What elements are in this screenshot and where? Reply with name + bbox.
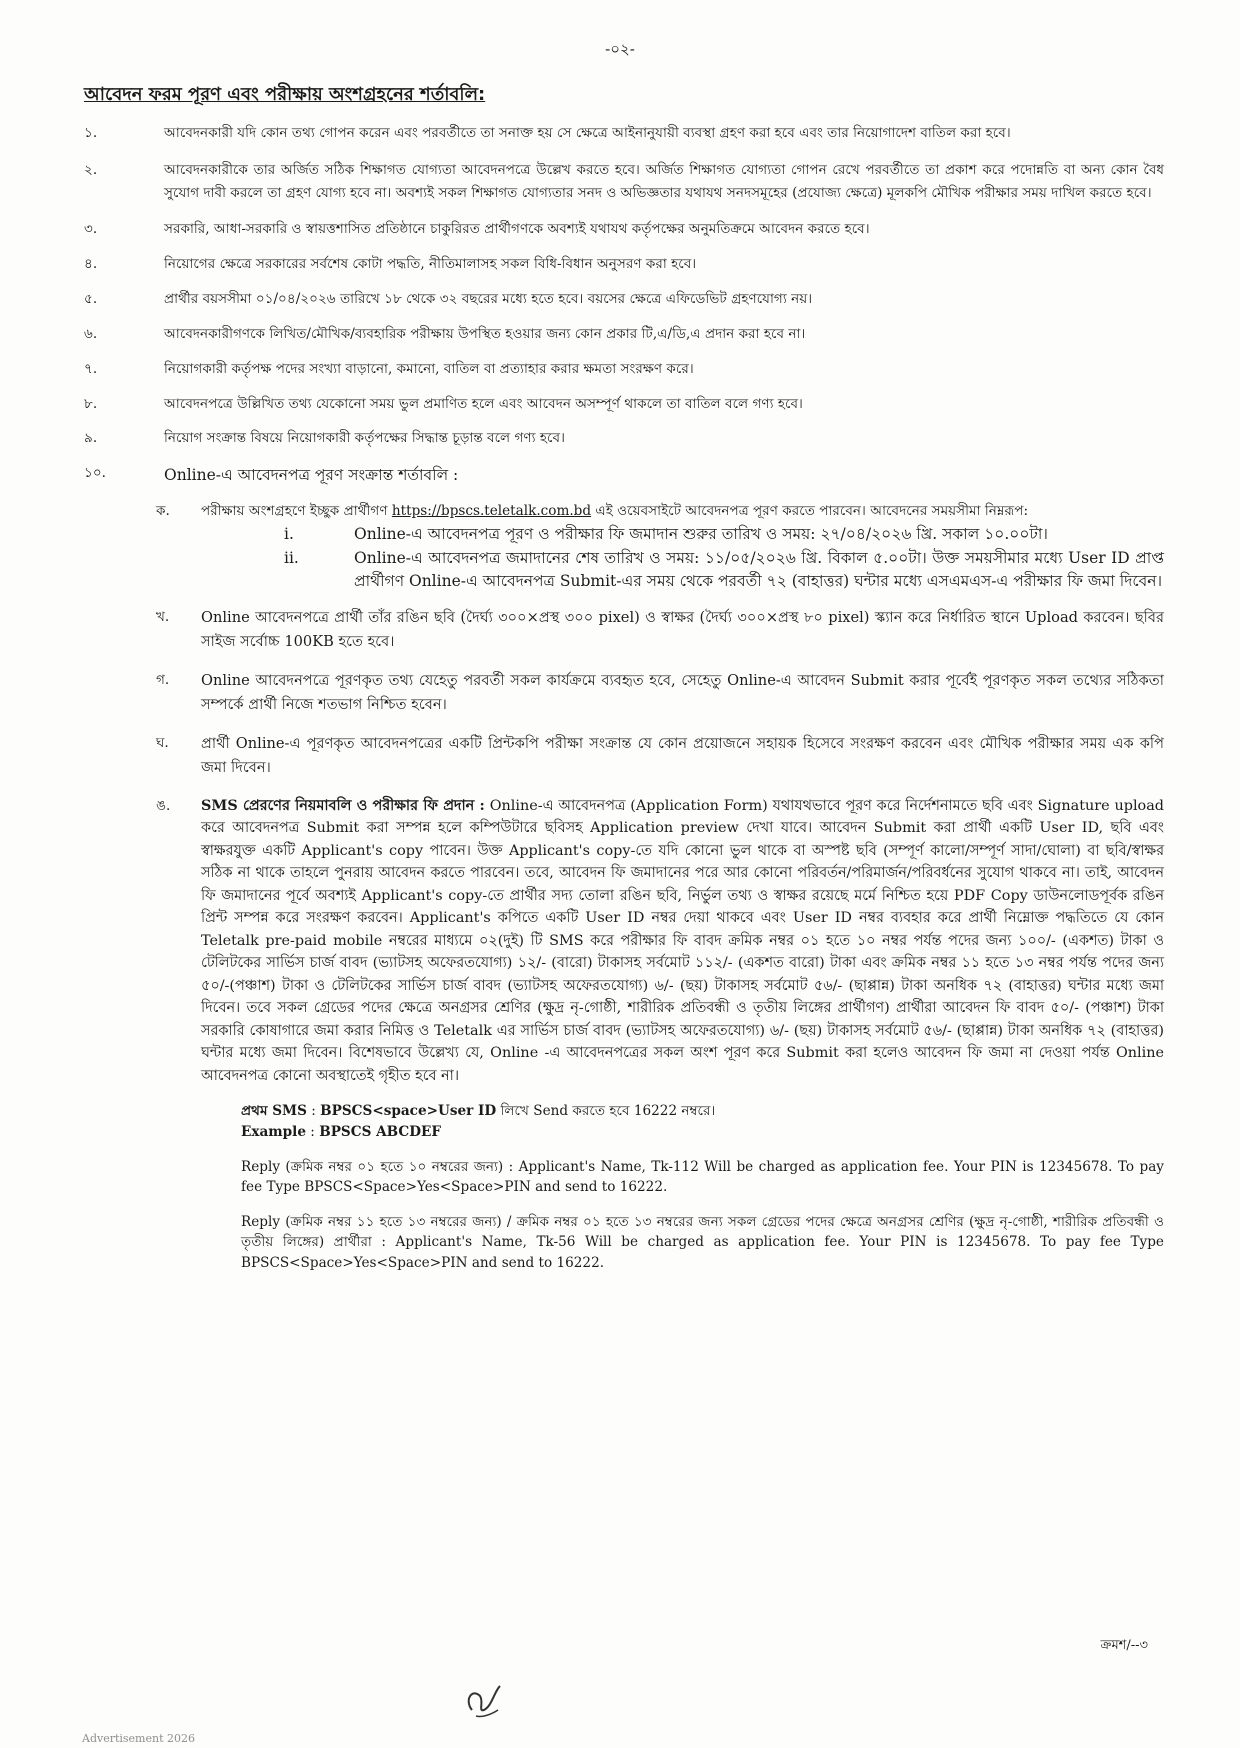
list-item — [84, 393, 1164, 416]
first-sms-suffix: লিখে Send করতে হবে 16222 নম্বরে। — [500, 1102, 716, 1119]
deadline-text: Online-এ আবেদনপত্র পূরণ ও পরীক্ষার ফি জমাদান শুরুর তারিখ ও সময়: ২৭/০৪/২০২৬ খ্রি. সকাল ১০.০০টা। — [354, 525, 1048, 544]
list-item — [84, 122, 1164, 145]
deadline-item — [284, 523, 1164, 547]
list-item — [84, 159, 1164, 205]
signature-mark — [462, 1680, 508, 1726]
item-text: নিয়োগ সংক্রান্ত বিষয়ে নিয়োগকারী কর্তৃপক্ষের সিদ্ধান্ত চূড়ান্ত বলে গণ্য হবে। — [164, 430, 565, 447]
continued-mark: ক্রমশ/--৩ — [1100, 1638, 1148, 1653]
sub-item-number: গ. — [156, 671, 170, 688]
sub-item-ka — [156, 500, 1164, 523]
first-sms-format: BPSCS<space>User ID — [320, 1102, 497, 1119]
deadline-text: Online-এ আবেদনপত্র জমাদানের শেষ তারিখ ও সময়: ১১/০৫/২০২৬ খ্রি. বিকাল ৫.০০টা। উক্ত সময়সীমার মধ্যে User ID প্রাপ্ত প্রার্থীগণ Online-এ আবেদনপত্র Submit-এর সময় থেকে পরবর্তী ৭২ (বাহাত্তর) ঘন্টার মধ্যে এসএমএস-এ পরীক্ষার ফি জমা দিবেন। — [354, 548, 1164, 591]
item-text: নিয়োগকারী কর্তৃপক্ষ পদের সংখ্যা বাড়ানো, কমানো, বাতিল বা প্রত্যাহার করার ক্ষমতা সংরক্ষণ করে। — [164, 360, 694, 377]
item-number: ৫. — [84, 291, 98, 308]
sub-item-text: Online আবেদনপত্রে পূরণকৃত তথ্য যেহেতু পরবর্তী সকল কার্যক্রমে ব্যবহৃত হবে, সেহেতু Online-এ আবেদন Submit করার পূর্বেই পূরণকৃত সকল তথ্যের সঠিকতা সম্পর্কে প্রার্থী নিজে শতভাগ নিশ্চিত হবেন। — [201, 671, 1164, 714]
reply-prefix: Reply (ক্রমিক নম্বর ০১ হতে ১০ নম্বরের জন্য) : — [241, 1159, 514, 1176]
item-number: ১০. — [84, 465, 106, 482]
list-item-online — [84, 462, 1164, 488]
list-item — [84, 288, 1164, 311]
reply-prefix: Reply (ক্রমিক নম্বর ১১ হতে ১৩ নম্বরের জন্য) / ক্রমিক নম্বর ০১ হতে ১৩ নম্বরের জন্য সকল গ্রেডের পদের ক্ষেত্রে অনগ্রসর শ্রেণির (ক্ষুদ্র নৃ-গোষ্ঠী, শারীরিক প্রতিবন্ধী ও তৃতীয় লিঙ্গের) প্রার্থীরা : — [241, 1213, 1164, 1251]
reply-message-1 — [241, 1157, 1164, 1198]
sub-item-number: ঘ. — [156, 734, 169, 751]
item-text: প্রার্থীর বয়সসীমা ০১/০৪/২০২৬ তারিখে ১৮ থেকে ৩২ বছরের মধ্যে হতে হবে। বয়সের ক্ষেত্রে এফিডেভিট গ্রহণযোগ্য নয়। — [164, 291, 813, 308]
item-number: ৩. — [84, 221, 98, 238]
sub-item-kha — [156, 606, 1164, 655]
item-number: ৭. — [84, 360, 98, 377]
sub-item-text: Online আবেদনপত্রে প্রার্থী তাঁর রঙিন ছবি (দৈর্ঘ্য ৩০০×প্রস্থ ৩০০ pixel) ও স্বাক্ষর (দৈর্ঘ্য ৩০০×প্রস্থ ৮০ pixel) স্ক্যান করে নির্ধারিত স্থানে Upload করবেন। ছবির সাইজ সর্বোচ্চ 100KB হতে হবে। — [201, 608, 1164, 651]
roman-number: i. — [284, 525, 294, 544]
page-number: -০২- — [605, 40, 635, 58]
footer-text: Advertisement 2026 — [82, 1732, 195, 1745]
item-number: ৯. — [84, 430, 98, 447]
example-label: Example — [241, 1124, 306, 1141]
reply-text: Applicant's Name, Tk-56 Will be charged as application fee. Your PIN is 12345678. To pay fee Type BPSCS<Space>Yes<Space>PIN and send to 16222. — [241, 1234, 1164, 1271]
item-number: ১. — [84, 125, 98, 141]
sub-item-uma — [156, 795, 1164, 1087]
first-sms-instruction: প্রথম SMS : BPSCS<space>User ID লিখে Send করতে হবে 16222 নম্বরে। Example : BPSCS ABCDEF — [241, 1102, 716, 1141]
sub-item-number: ক. — [156, 503, 170, 520]
item-number: ৮. — [84, 395, 98, 412]
item-number: ২. — [84, 161, 98, 178]
sub-item-text: প্রার্থী Online-এ পূরণকৃত আবেদনপত্রের একটি প্রিন্টকপি পরীক্ষা সংক্রান্ত যে কোন প্রয়োজনে সহায়ক হিসেবে সংরক্ষণ করবেন এবং মৌখিক পরীক্ষার সময় এক কপি জমা দিবেন। — [201, 734, 1164, 777]
item-text: আবেদনকারীগণকে লিখিত/মৌখিক/ব্যবহারিক পরীক্ষায় উপস্থিত হওয়ার জন্য কোন প্রকার টি,এ/ডি,এ প্রদান করা হবে না। — [164, 325, 806, 342]
example-value: BPSCS ABCDEF — [319, 1124, 442, 1141]
sub-item-text: পরীক্ষায় অংশগ্রহণে ইচ্ছুক প্রার্থীগণ — [201, 503, 388, 520]
item-text: নিয়োগের ক্ষেত্রে সরকারের সর্বশেষ কোটা পদ্ধতি, নীতিমালাসহ সকল বিধি-বিধান অনুসরণ করা হবে। — [164, 256, 697, 273]
sms-rules-lead: SMS প্রেরণের নিয়মাবলি ও পরীক্ষার ফি প্রদান : — [201, 796, 485, 814]
item-number: ৬. — [84, 325, 98, 342]
conditions-list — [84, 122, 1164, 1273]
reply-message-2 — [241, 1212, 1164, 1273]
first-sms-label: প্রথম SMS — [241, 1102, 307, 1119]
item-text: আবেদনপত্রে উল্লিখিত তথ্য যেকোনো সময় ভুল প্রমাণিত হলে এবং আবেদন অসম্পূর্ণ থাকলে তা বাতিল বলে গণ্য হবে। — [164, 395, 803, 412]
sub-item-ga — [156, 669, 1164, 718]
deadline-item — [284, 547, 1164, 594]
sub-item-number: ঙ. — [156, 797, 171, 814]
sms-rules-text: Online-এ আবেদনপত্র (Application Form) যথাযথভাবে পূরণ করে নির্দেশনামতে ছবি এবং Signature upload করে আবেদনপত্র Submit করা সম্পন্ন হলে কম্পিউটারে ছবিসহ Application preview দেখা যাবে। আবেদন Submit করা প্রার্থী একটি User ID, ছবি এবং স্বাক্ষরযুক্ত একটি Applicant's copy পাবেন। উক্ত Applicant's copy-তে যদি কোনো ভুল থাকে বা অস্পষ্ট ছবি (সম্পূর্ণ কালো/সম্পূর্ণ সাদা/ঘোলা) বা ছবি/স্বাক্ষর সঠিক না থাকে তাহলে পুনরায় আবেদন করতে পারবেন। তবে, আবেদন ফি জমাদানের পরে আর কোনো পরিবর্তন/পরিমার্জন/পরিবর্ধনের সুযোগ থাকবে না। তাই, আবেদন ফি জমাদানের পূর্বে অবশ্যই Applicant's copy-তে প্রার্থীর সদ্য তোলা রঙিন ছবি, নির্ভুল তথ্য ও স্বাক্ষর রয়েছে মর্মে নিশ্চিত হয়ে PDF Copy ডাউনলোডপূর্বক রঙিন প্রিন্ট সম্পন্ন করে সংরক্ষণ করবেন। Applicant's কপিতে একটি User ID নম্বর দেয়া থাকবে এবং User ID নম্বর ব্যবহার করে প্রার্থী নিম্নোক্ত পদ্ধতিতে যে কোন Teletalk pre-paid mobile নম্বরের মাধ্যমে ০২(দুই) টি SMS করে পরীক্ষার ফি বাবদ ক্রমিক নম্বর ০১ হতে ১০ নম্বর পর্যন্ত পদের জন্য ১০০/- (একশত) টাকা ও টেলিটকের সার্ভিস চার্জ বাবদ (ভ্যাটসহ অফেরতযোগ্য) ১২/- (বারো) টাকাসহ সর্বমোট ১১২/- (একশত বারো) টাকা এবং ক্রমিক নম্বর ১১ হতে ১৩ নম্বর পর্যন্ত পদের জন্য ৫০/-(পঞ্চাশ) টাকা ও টেলিটকের সার্ভিস চার্জ বাবদ (ভ্যাটসহ অফেরতযোগ্য) ৬/- (ছয়) টাকাসহ সর্বমোট ৫৬/- (ছাপ্পান্ন) টাকা অনধিক ৭২ (বাহাত্তর) ঘন্টার মধ্যে জমা দিবেন। তবে সকল গ্রেডের পদের ক্ষেত্রে অনগ্রসর শ্রেণির (ক্ষুদ্র নৃ-গোষ্ঠী, শারীরিক প্রতিবন্ধী ও তৃতীয় লিঙ্গের প্রার্থীগণ) প্রার্থীরা আবেদন ফি বাবদ ৫০/- (পঞ্চাশ) টাকা সরকারি কোষাগারে জমা করার নিমিত্ত ও Teletalk এর সার্ভিস চার্জ বাবদ (ভ্যাটসহ অফেরতযোগ্য) ৬/- (ছয়) টাকাসহ সর্বমোট ৫৬/- (ছাপ্পান্ন) টাকা অনধিক ৭২ (বাহাত্তর) ঘন্টার মধ্যে জমা দিবেন। বিশেষভাবে উল্লেখ্য যে, Online -এ আবেদনপত্রের সকল অংশ পূরণ করে Submit করা হলেও আবেদন ফি জমা না দেওয়া পর্যন্ত Online আবেদনপত্র কোনো অবস্থাতেই গৃহীত হবে না। — [201, 797, 1165, 1084]
sub-item-gha — [156, 732, 1164, 781]
website-link[interactable]: https://bpscs.teletalk.com.bd — [391, 503, 592, 520]
list-item — [84, 323, 1164, 346]
sub-item-number: খ. — [156, 608, 170, 625]
item-number: ৪. — [84, 256, 98, 273]
list-item — [84, 427, 1164, 450]
list-item — [84, 253, 1164, 276]
item-title: Online-এ আবেদনপত্র পূরণ সংক্রান্ত শর্তাবলি : — [164, 466, 459, 485]
sub-item-text: এই ওয়েবসাইটে আবেদনপত্র পূরণ করতে পারবেন। আবেদনের সময়সীমা নিম্নরূপ: — [595, 503, 1029, 520]
roman-number: ii. — [284, 548, 299, 567]
item-text: সরকারি, আধা-সরকারি ও স্বায়ত্তশাসিত প্রতিষ্ঠানে চাকুরিরত প্রার্থীগণকে অবশ্যই যথাযথ কর্তৃপক্ষের অনুমতিক্রমে আবেদন করতে হবে। — [164, 221, 870, 238]
section-heading: আবেদন ফরম পূরণ এবং পরীক্ষায় অংশগ্রহনের শর্তাবলি: — [84, 84, 486, 105]
list-item — [84, 218, 1164, 241]
item-text: আবেদনকারী যদি কোন তথ্য গোপন করেন এবং পরবর্তীতে তা সনাক্ত হয় সে ক্ষেত্রে আইনানুযায়ী ব্যবস্থা গ্রহণ করা হবে এবং তার নিয়োগাদেশ বাতিল করা হবে। — [164, 125, 1011, 141]
reply-text: Applicant's Name, Tk-112 Will be charged as application fee. Your PIN is 12345678. To pay fee Type BPSCS<Space>Yes<Space>PIN and send to 16222. — [241, 1159, 1164, 1196]
list-item — [84, 358, 1164, 381]
item-text: আবেদনকারীকে তার অর্জিত সঠিক শিক্ষাগত যোগ্যতা আবেদনপত্রে উল্লেখ করতে হবে। অর্জিত শিক্ষাগত যোগ্যতা গোপন রেখে পরবর্তীতে তা প্রকাশ করে পদোন্নতি বা অন্য কোন বৈধ সুযোগ দাবী করলে তা গ্রহণ যোগ্য হবে না। অবশ্যই সকল শিক্ষাগত যোগ্যতার সনদ ও অভিজ্ঞতার যথাযথ সনদসমূহের (প্রযোজ্য ক্ষেত্রে) মূলকপি মৌখিক পরীক্ষার সময় দাখিল করতে হবে। — [164, 161, 1164, 201]
